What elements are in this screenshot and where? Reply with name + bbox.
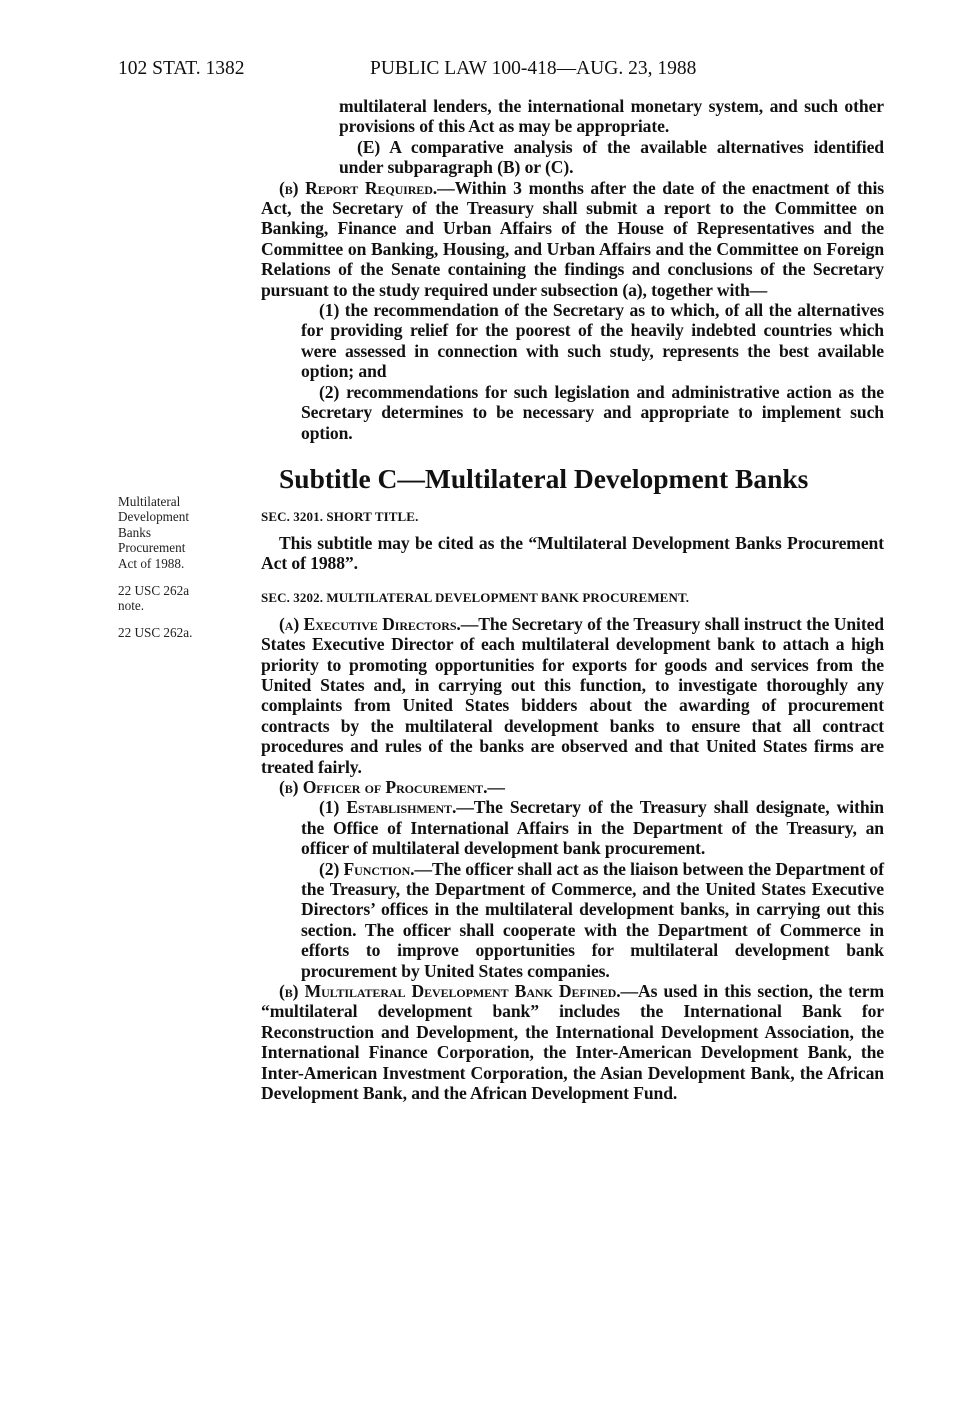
margin-note-line: Procurement bbox=[118, 540, 186, 556]
margin-note-usc-note bbox=[118, 583, 238, 614]
paragraph-continuation: multilateral lenders, the international monetary system, and such other provisions of this Act as may be appropriate. bbox=[339, 96, 884, 137]
paragraph-b2: (2) recommendations for such legislation and administrative action as the Secretary determines to be necessary and appropriate to implement such option. bbox=[301, 381, 884, 443]
paragraph-b1: (1) the recommendation of the Secretary as to which, of all the alternatives for providing relief for the poorest of the heavily indebted countries which were assessed in connection with such study, represents the best available option; and bbox=[301, 300, 884, 382]
establishment-text: —The Secretary of the Treasury shall designate, within the Office of International Affairs in the Department of the Treasury, an officer of multilateral development bank procurement. bbox=[301, 797, 884, 859]
section-3202-heading: SEC. 3202. MULTILATERAL DEVELOPMENT BANK PROCUREMENT. bbox=[261, 589, 690, 605]
stat-page-number: 102 STAT. 1382 bbox=[118, 58, 245, 79]
margin-note-line: note. bbox=[118, 598, 145, 614]
public-law-heading: PUBLIC LAW 100-418—AUG. 23, 1988 bbox=[370, 58, 697, 79]
defined-label: (b) Multilateral Development Bank Defined. bbox=[279, 981, 621, 1002]
paragraph-e: (E) A comparative analysis of the available alternatives identified under subparagraph (B) or (C). bbox=[339, 136, 884, 178]
function-label: (2) Function. bbox=[319, 858, 415, 879]
paragraph-b1-establishment bbox=[261, 797, 884, 858]
main-text bbox=[261, 96, 884, 1103]
report-required-label: (b) Report Required. bbox=[279, 177, 438, 198]
executive-directors-text: —The Secretary of the Treasury shall instruct the United States Executive Director of each multilateral development bank to attach a high priority to promoting opportunities for exports for goods and services from the United States and, in carrying out this function, to investigate thoroughly any complaints from United States bidders about the awarding of procurement contracts by the multilateral development banks to ensure that all contract procedures and rules of the banks are observed and that United States firms are treated fairly. bbox=[261, 613, 884, 777]
defined-text: —As used in this section, the term “multilateral development bank” includes the International Bank for Reconstruction and Development, the International Development Association, the International Finance Corporation, the Inter-American Development Bank, the Inter-American Investment Corporation, the Asian Development Bank, the African Development Bank, and the African Development Fund. bbox=[261, 981, 884, 1104]
margin-note-act-title bbox=[118, 494, 238, 571]
margin-note-line: 22 USC 262a bbox=[118, 583, 190, 598]
establishment-label: (1) Establishment. bbox=[319, 797, 457, 818]
margin-note-line: Development bbox=[118, 509, 190, 525]
section-3201-text: This subtitle may be cited as the “Multilateral Development Banks Procurement Act of 1988”. bbox=[261, 532, 884, 574]
executive-directors-label: (a) Executive Directors. bbox=[279, 613, 461, 634]
paragraph-b-report bbox=[261, 178, 884, 300]
officer-dash: — bbox=[487, 776, 505, 797]
report-required-text: —Within 3 months after the date of the enactment of this Act, the Secretary of the Treasury shall submit a report to the Committee on Banking, Finance and Urban Affairs of the House of Representatives and the Committee on Banking, Housing, and Urban Affairs and the Committee on Foreign Relations of the Senate containing the findings and conclusions of the Secretary pursuant to the study required under subsection (a), together with— bbox=[261, 177, 884, 300]
margin-note-line: 22 USC 262a. bbox=[118, 625, 193, 640]
officer-label: (b) Officer of Procurement. bbox=[279, 776, 488, 797]
page-header bbox=[0, 58, 954, 82]
function-text: —The officer shall act as the liaison between the Department of the Treasury, the Department of Commerce, and the United States Executive Directors’ offices in the multilateral development banks, in carrying out this section. The officer shall cooperate with the Department of Commerce in efforts to improve opportunities for multilateral development bank procurement by United States companies. bbox=[301, 858, 884, 981]
margin-note-line: Multilateral bbox=[118, 494, 181, 509]
paragraph-a-executive-directors bbox=[261, 614, 884, 777]
subtitle-heading: Subtitle C—Multilateral Development Banks bbox=[279, 462, 809, 494]
section-3201-heading: SEC. 3201. SHORT TITLE. bbox=[261, 508, 419, 524]
paragraph-b-defined bbox=[261, 981, 884, 1103]
paragraph-b2-function bbox=[261, 859, 884, 981]
margin-note-usc bbox=[118, 625, 238, 640]
paragraph-b-officer bbox=[261, 777, 884, 797]
margin-note-line: Banks bbox=[118, 524, 151, 540]
margin-note-line: Act of 1988. bbox=[118, 555, 185, 571]
